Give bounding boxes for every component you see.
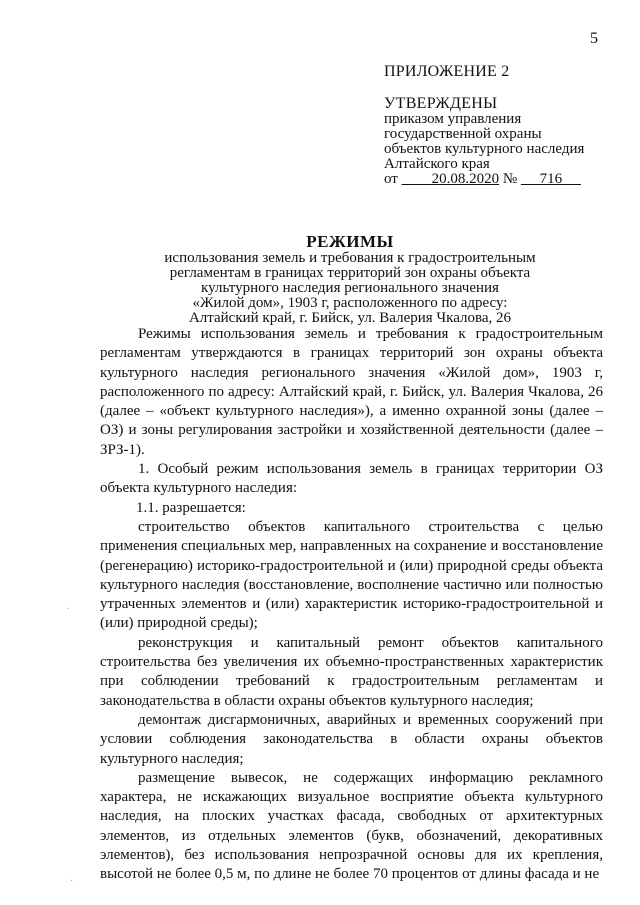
subsection-1-1: 1.1. разрешается: xyxy=(136,499,246,516)
page-number: 5 xyxy=(590,30,598,47)
scan-speck: · xyxy=(70,876,74,887)
title-line: культурного наследия регионального значения xyxy=(201,280,499,296)
approval-date-line xyxy=(384,172,584,187)
approval-line-2: государственной охраны xyxy=(384,126,542,142)
document-title xyxy=(120,234,580,326)
intro-paragraph: Режимы использования земель и требования к градостроительным регламентам утверждаются в границах территорий зон охраны объекта культурного наследия регионального значения «Жилой дом», 1903 г, расположенного по адресу: Алтайский край, г. Бийск, ул. Валерия Чкалова, 26 (далее – «объект культурного наследия»), а именно охранной зоны (далее – ОЗ) и зоны регулирования застройки и хозяйственной деятельности (далее – ЗРЗ-1). xyxy=(100,326,603,458)
title-line: регламентам в границах территорий зон охраны объекта xyxy=(169,265,531,281)
approval-line-1: приказом управления xyxy=(384,111,522,127)
title-heading: РЕЖИМЫ xyxy=(306,232,394,251)
document-body xyxy=(100,325,603,885)
approval-heading: УТВЕРЖДЕНЫ xyxy=(384,95,498,112)
title-line: Алтайский край, г. Бийск, ул. Валерия Чкалова, 26 xyxy=(188,310,512,326)
approval-block xyxy=(384,96,584,187)
order-date: 20.08.2020 xyxy=(431,171,500,187)
title-line: использования земель и требования к градостроительным xyxy=(164,250,536,266)
approval-line-4: Алтайского края xyxy=(384,156,490,172)
title-line: «Жилой дом», 1903 г, расположенного по адресу: xyxy=(192,295,508,311)
scan-speck: · xyxy=(66,604,70,615)
order-number: 716 xyxy=(539,171,563,187)
allowed-item-3: демонтаж дисгармоничных, аварийных и временных сооружений при условии соблюдения законодательства в области охраны объектов культурного наследия; xyxy=(100,711,603,767)
number-label: № xyxy=(502,171,518,187)
from-label: от xyxy=(384,171,398,187)
allowed-item-1: строительство объектов капитального строительства с целью применения специальных мер, направленных на сохранение и восстановление (регенерацию) историко-градостроительной и (или) природной среды объекта культурного наследия (восстановление, восполнение частично или полностью утраченных элементов и (или) характеристик историко-градостроительной и (или) природной среды); xyxy=(100,518,603,632)
section-1-paragraph: 1. Особый режим использования земель в границах территории ОЗ объекта культурного наследия: xyxy=(100,461,603,497)
allowed-item-2: реконструкция и капитальный ремонт объектов капитального строительства без увеличения их объемно-пространственных характеристик при соблюдении требований к градостроительным регламентам и законодательства в области охраны объектов культурного наследия; xyxy=(100,634,603,709)
approval-line-3: объектов культурного наследия xyxy=(384,141,585,157)
allowed-item-4: размещение вывесок, не содержащих информацию рекламного характера, не искажающих визуальное восприятие объекта культурного наследия, на плоских участках фасада, свободных от архитектурных элементов, из отдельных элементов (букв, обозначений, декоративных элементов), без использования непрозрачной основы для их крепления, высотой не более 0,5 м, по длине не более 70 процентов от длины фасада и не xyxy=(100,769,603,883)
appendix-title: ПРИЛОЖЕНИЕ 2 xyxy=(384,63,510,80)
